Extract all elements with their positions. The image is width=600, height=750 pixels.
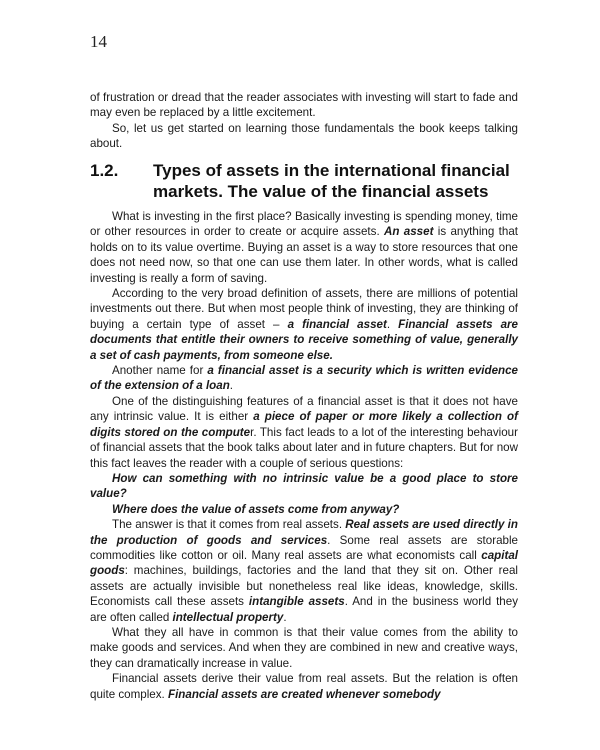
section-body xyxy=(90,209,518,702)
intro-text xyxy=(90,90,518,152)
paragraph-common: What they all have in common is that their value comes from the ability to make goods and services. And when they are combined in new and creative ways, they can dramatically increase in value. xyxy=(90,625,518,670)
paragraph-financial-asset: According to the very broad definition of assets, there are millions of potential investments out there. But when most people think of investing, they are thinking of buying a certain type of asset – a financial asset. Financial assets are documents that entitle their owners to receive something of value, generally a set of cash payments, from someone else. xyxy=(90,287,519,362)
section-number: 1.2. xyxy=(90,161,119,180)
page-number: 14 xyxy=(90,32,107,51)
section-title: Types of assets in the international financial markets. The value of the financial assets xyxy=(153,161,510,201)
paragraph-derive-value: Financial assets derive their value from real assets. But the relation is often quite complex. Financial assets are created whenever somebody xyxy=(90,672,518,701)
paragraph-intrinsic-value: One of the distinguishing features of a financial asset is that it does not have any intrinsic value. It is either a piece of paper or more likely a collection of digits stored on the computer. This fact leads to a lot of the interesting behaviour of financial assets that the book talks about later and in future chapters. But for now this fact leaves the reader with a couple of serious questions: xyxy=(90,394,518,470)
question-2: Where does the value of assets come from anyway? xyxy=(112,502,400,516)
paragraph-real-assets: The answer is that it comes from real assets. Real assets are used directly in the production of goods and services. Some real assets are storable commodities like cotton or oil. Many real assets are what economists call capital goods: machines, buildings, factories and the land that they sit on. Other real assets are actually invisible but nonetheless real like ideas, knowledge, skills. Economists call these assets intangible assets. And in the business world they are often called intellectual property. xyxy=(90,518,518,624)
paragraph-security: Another name for a financial asset is a security which is written evidence of the extension of a loan. xyxy=(90,364,518,393)
intro-paragraph-2: So, let us get started on learning those fundamentals the book keeps talking about. xyxy=(90,121,518,151)
intro-paragraph-1: of frustration or dread that the reader associates with investing will start to fade and may even be replaced by a little excitement. xyxy=(90,91,518,120)
paragraph-investing: What is investing in the first place? Basically investing is spending money, time or other resources in order to create or acquire assets. An asset is anything that holds on to its value overtime. Buying an asset is a way to store resources that one does not need now, so that one can use them later. In other words, what is called investing is really a form of saving. xyxy=(90,210,518,285)
question-1: How can something with no intrinsic value be a good place to store value? xyxy=(90,471,518,501)
